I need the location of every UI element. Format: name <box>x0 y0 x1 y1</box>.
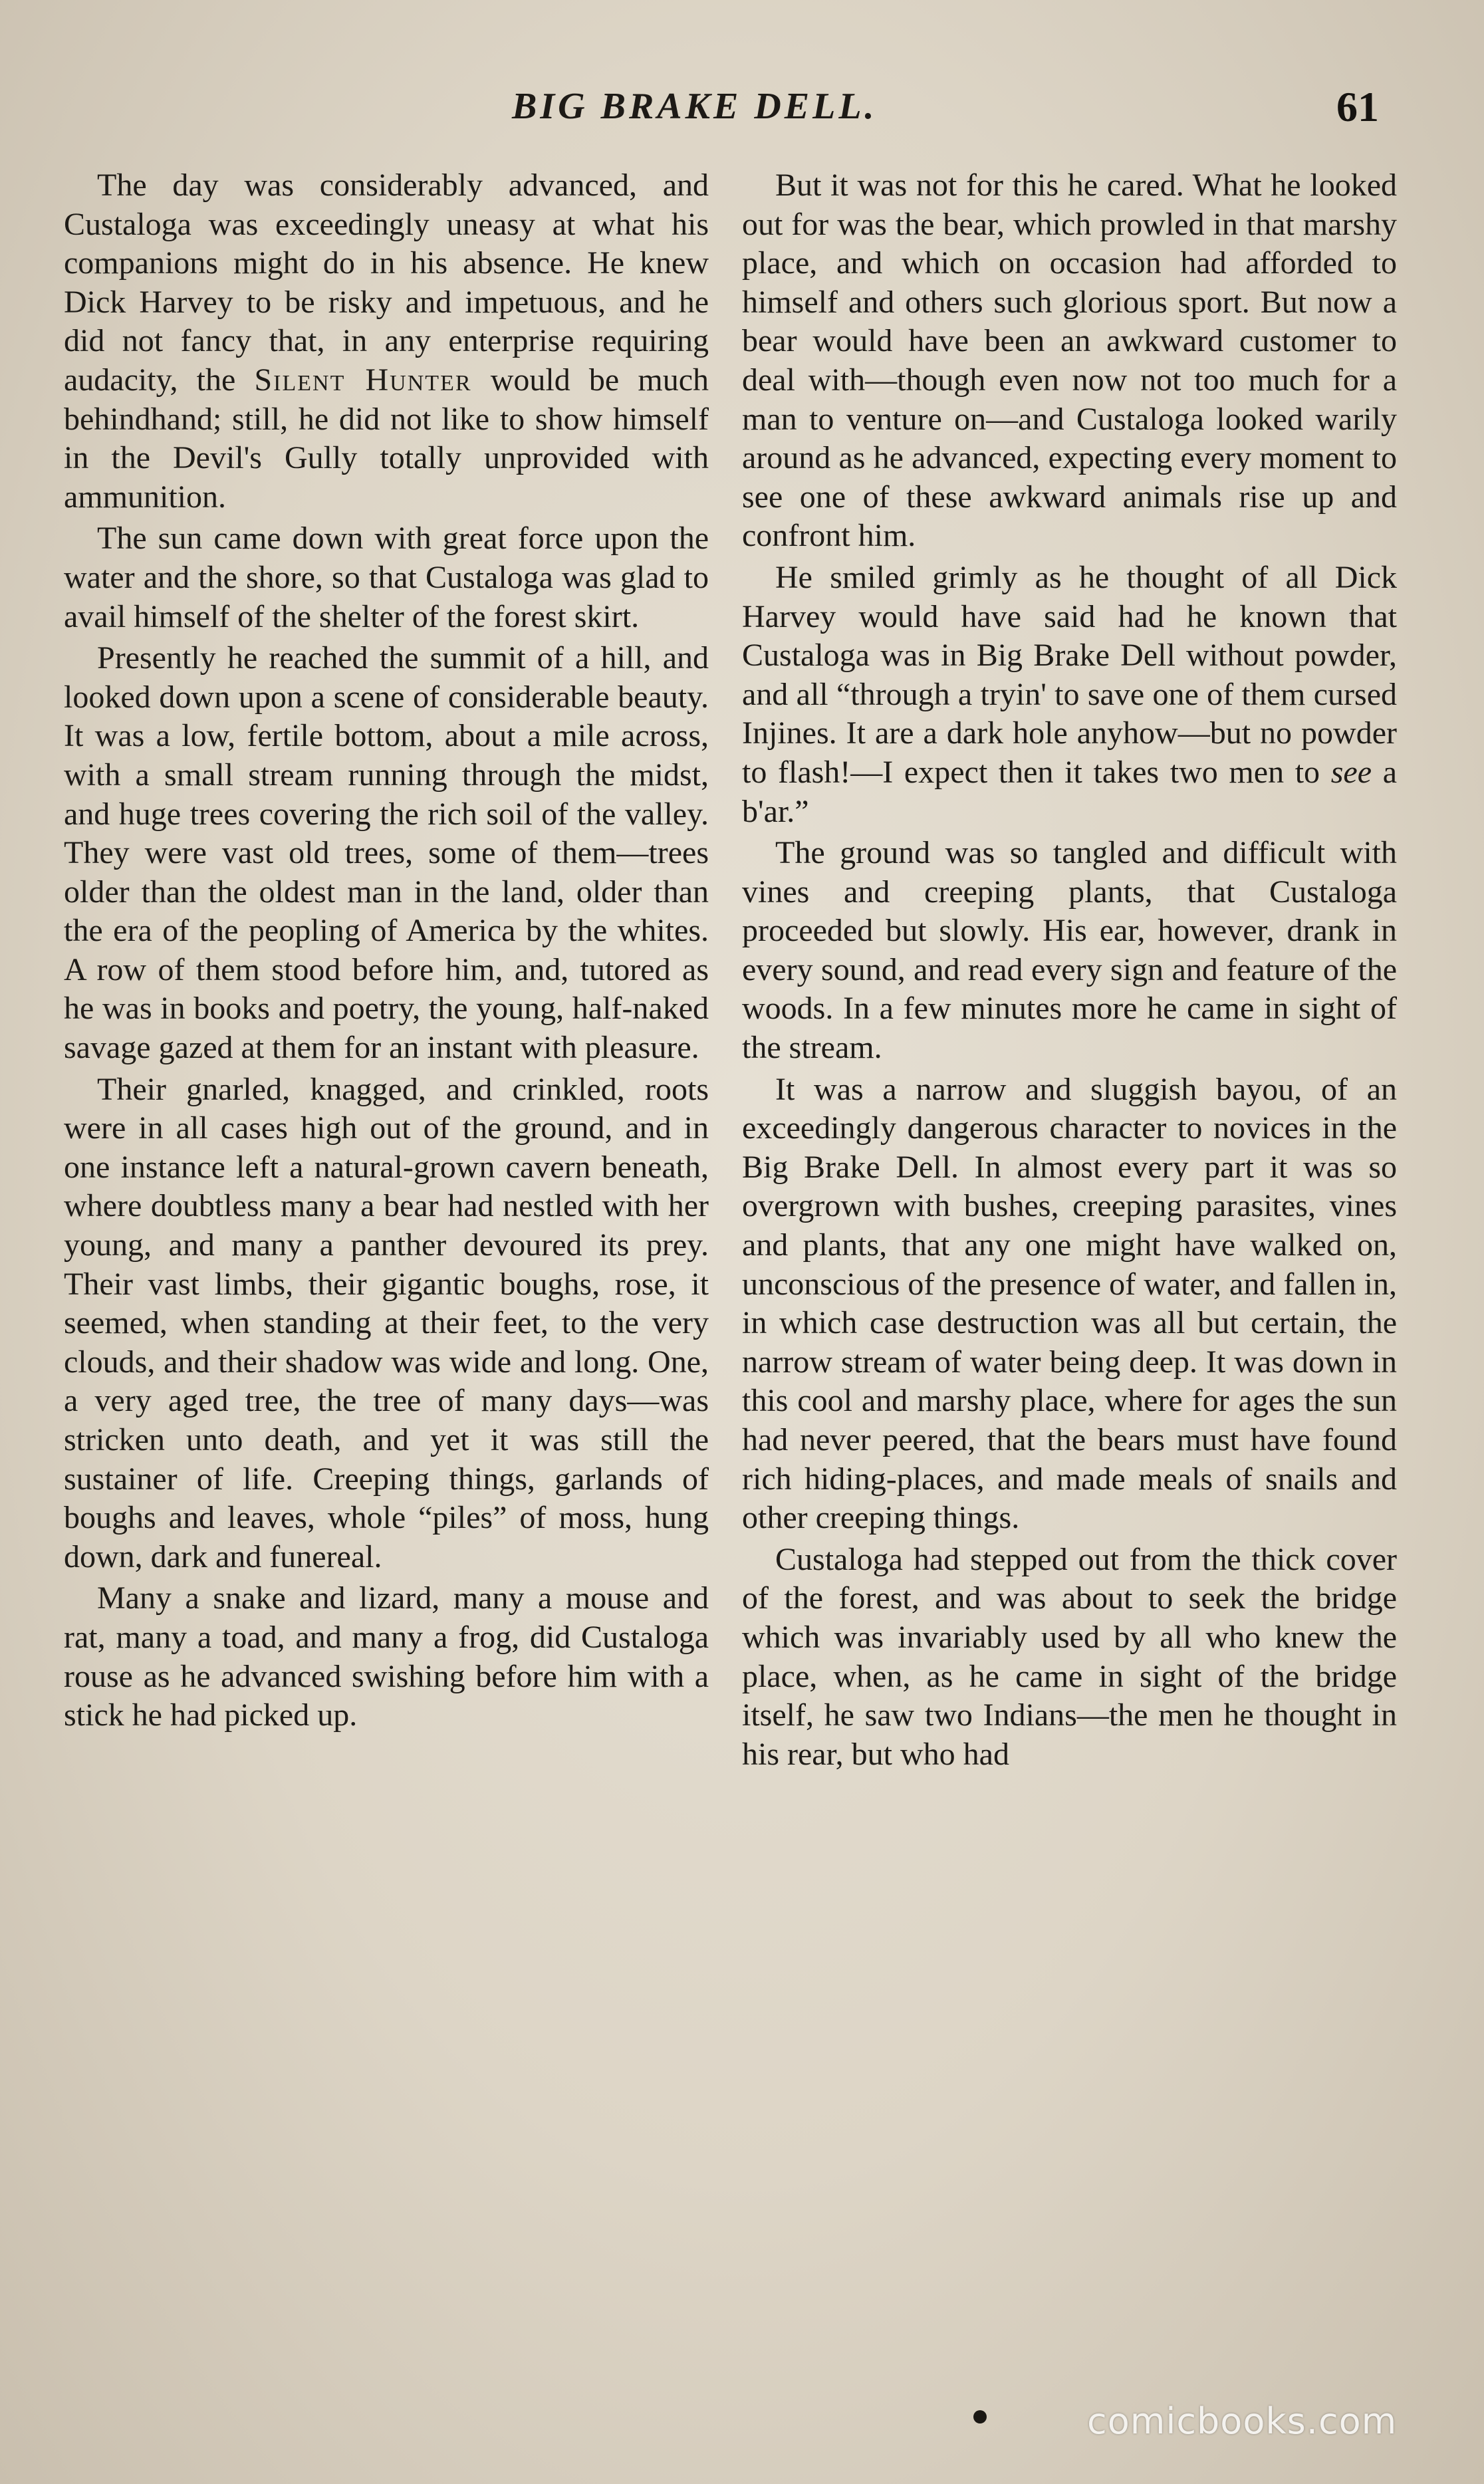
emphasis-word: see <box>1330 754 1372 790</box>
page-header <box>0 85 1484 152</box>
paragraph-text: The day was considerably advanced, and Custaloga was exceedingly uneasy at what his companions might do in his absence. He knew Dick Harvey to be risky and impetuous, and he did not fancy that, in any enterprise requiring audacity, the <box>64 168 709 398</box>
paragraph: But it was not for this he cared. What he looked out for was the bear, which prowled in that marshy place, and which on occasion had afforded to himself and others such glorious sport. But now a bear would have been an awkward customer to deal with—though even now not too much for a man to venture on—and Custaloga looked warily around as he advanced, expecting every moment to see one of these awkward animals rise up and confront him. <box>742 168 1397 554</box>
paragraph: The sun came down with great force upon the water and the shore, so that Custaloga was glad to avail himself of the shelter of the forest skirt. <box>64 521 709 634</box>
paragraph: Their gnarled, knagged, and crinkled, roots were in all cases high out of the ground, and in one instance left a natural-grown cavern beneath, where doubtless many a bear had nestled with her young, and many a panther devoured its prey. Their vast limbs, their gigantic boughs, rose, it seemed, when standing at their feet, to the very clouds, and their shadow was wide and long. One, a very aged tree, the tree of many days—was stricken unto death, and yet it was still the sustainer of life. Creeping things, garlands of boughs and leaves, whole “piles” of moss, hung down, dark and funereal. <box>64 1071 709 1574</box>
paragraph: Many a snake and lizard, many a mouse and rat, many a toad, and many a frog, did Custaloga rouse as he advanced swishing before him with a stick he had picked up. <box>64 1580 709 1733</box>
page-number: 61 <box>1336 83 1379 130</box>
left-column <box>64 166 709 1738</box>
paragraph: Presently he reached the summit of a hill, and looked down upon a scene of considerable beauty. It was a low, fertile bottom, about a mile across, with a small stream running through the midst, and huge trees covering the rich soil of the valley. They were vast old trees, some of them—trees older than the oldest man in the land, older than the era of the peopling of America by the whites. A row of them stood before him, and, tutored as he was in books and poetry, the young, half-naked savage gazed at them for an instant with pleasure. <box>64 640 709 1066</box>
paragraph <box>742 559 1397 831</box>
printer-mark <box>973 2410 987 2423</box>
paragraph: Custaloga had stepped out from the thick cover of the forest, and was about to seek the bridge which was invariably used by all who knew the place, when, as he came in sight of the bridge itself, he saw two Indians—the men he thought in his rear, but who had <box>742 1541 1397 1772</box>
right-column <box>742 166 1397 1777</box>
paragraph-text: He smiled grimly as he thought of all Dick Harvey would have said had he known that Custaloga was in Big Brake Dell without powder, and all “through a tryin' to save one of them cursed Injines. It are a dark hole anyhow—but no powder to flash!—I expect then it takes two men to <box>742 559 1397 790</box>
paragraph: The ground was so tangled and difficult with vines and creeping plants, that Custaloga proceeded but slowly. His ear, however, drank in every sound, and read every sign and feature of the woods. In a few minutes more he came in sight of the stream. <box>742 835 1397 1066</box>
paragraph-text: would be much behindhand; still, he did not like to show himself in the Devil's Gully totally unprovided with ammunition. <box>64 362 709 515</box>
running-title: BIG BRAKE DELL. <box>512 86 878 127</box>
silent-hunter-name: Silent Hunter <box>254 362 472 398</box>
paragraph <box>64 166 709 517</box>
watermark: comicbooks.com <box>1087 2400 1398 2442</box>
paragraph: It was a narrow and sluggish bayou, of an exceedingly dangerous character to novices in the Big Brake Dell. In almost every part it was so overgrown with bushes, creeping parasites, vines and plants, that any one might have walked on, unconscious of the presence of water, and fallen in, in which case destruction was all but certain, the narrow stream of water being deep. It was down in this cool and marshy place, where for ages the sun had never peered, that the bears must have found rich hiding-places, and made meals of snails and other creeping things. <box>742 1071 1397 1536</box>
paragraph-text: a b'ar.” <box>742 754 1397 829</box>
